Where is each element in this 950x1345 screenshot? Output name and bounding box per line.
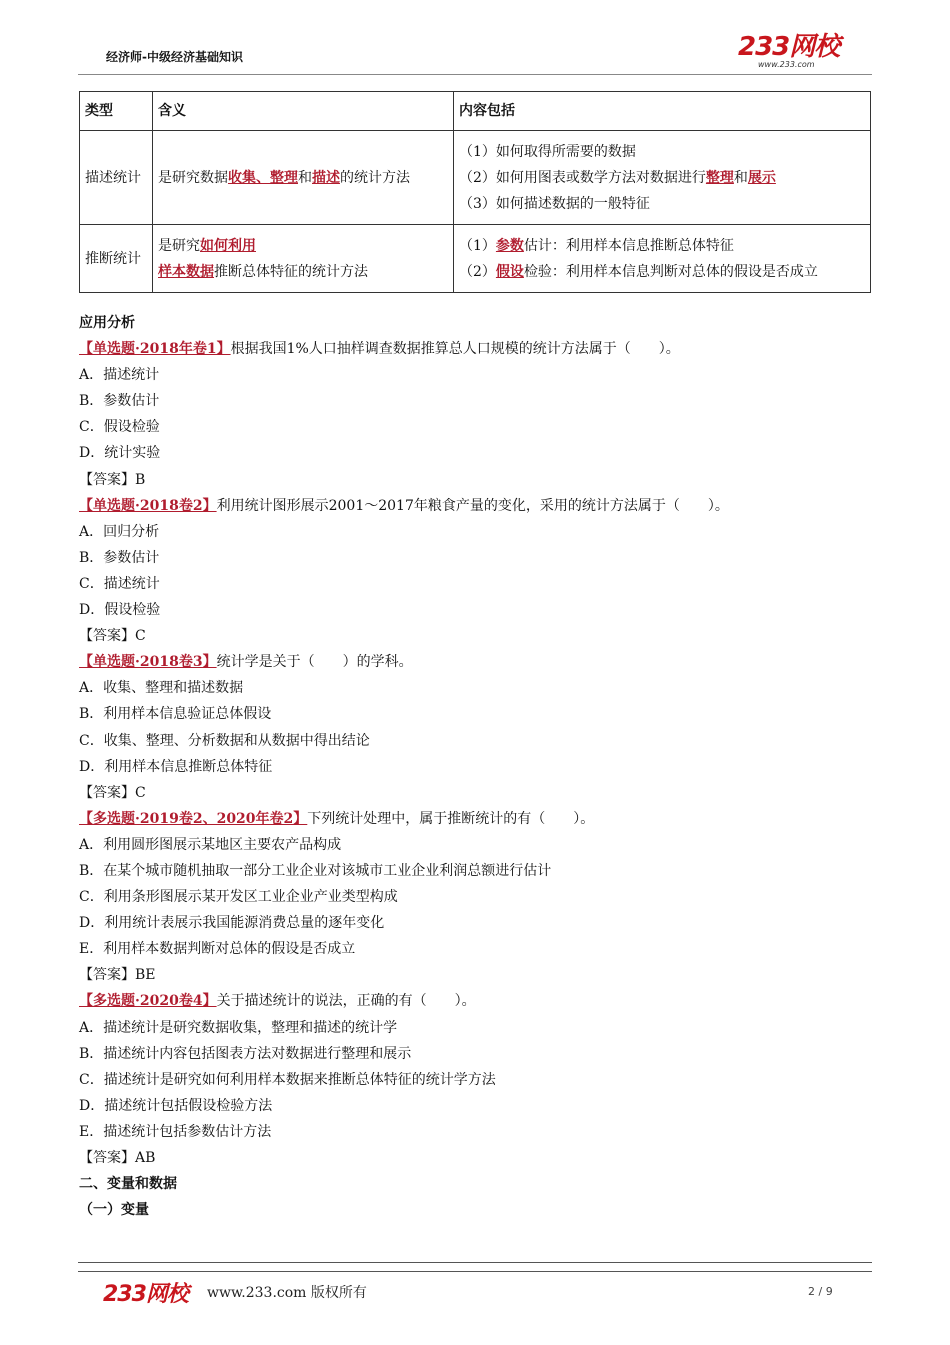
text-span: （2）如何用图表或数学方法对数据进行 <box>459 169 706 186</box>
keyword: 收集、整理 <box>228 169 298 186</box>
subsection-heading: （一）变量 <box>79 1202 149 1219</box>
keyword: 参数 <box>495 237 524 254</box>
content-line <box>459 259 865 285</box>
row1-type: 描述统计 <box>80 131 153 225</box>
text-span: 是研究 <box>158 237 200 254</box>
main-content <box>79 310 869 1223</box>
question-block <box>79 336 869 493</box>
row1-content <box>454 131 871 225</box>
question-block <box>79 649 869 806</box>
keyword: 样本数据 <box>158 263 214 280</box>
option: C．利用条形图展示某开发区工业企业产业类型构成 <box>79 889 398 906</box>
footer-divider <box>78 1271 872 1272</box>
table-row <box>80 225 871 293</box>
row2-type: 推断统计 <box>80 225 153 293</box>
option: E．利用样本数据判断对总体的假设是否成立 <box>79 941 356 958</box>
meaning-line <box>158 259 448 285</box>
stem-text: 统计学是关于（ ）的学科。 <box>216 654 413 671</box>
row2-content <box>454 225 871 293</box>
section-heading: 二、变量和数据 <box>79 1176 177 1193</box>
option: D．利用统计表展示我国能源消费总量的逐年变化 <box>79 915 385 932</box>
question-stem <box>79 649 869 675</box>
document-header-title: 经济师-中级经济基础知识 <box>106 50 243 64</box>
row1-meaning <box>153 131 454 225</box>
question-tag: 【单选题·2018卷2】 <box>79 497 217 514</box>
option: B．描述统计内容包括图表方法对数据进行整理和展示 <box>79 1045 412 1062</box>
question-tag: 【多选题·2019卷2、2020年卷2】 <box>79 810 308 827</box>
question-stem <box>79 336 869 362</box>
option: A．利用圆形图展示某地区主要农产品构成 <box>79 836 342 853</box>
keyword: 如何利用 <box>200 237 256 254</box>
option: C．描述统计是研究如何利用样本数据来推断总体特征的统计学方法 <box>79 1071 496 1088</box>
option: C．收集、整理、分析数据和从数据中得出结论 <box>79 732 370 749</box>
table-row <box>80 131 871 225</box>
footer-copyright: www.233.com 版权所有 <box>207 1285 367 1301</box>
answer: 【答案】BE <box>79 967 156 984</box>
text-span: 估计：利用样本信息推断总体特征 <box>523 237 734 254</box>
option: A．描述统计 <box>79 367 160 384</box>
answer: 【答案】B <box>79 471 146 488</box>
question-stem <box>79 806 869 832</box>
option: D．统计实验 <box>79 445 161 462</box>
answer: 【答案】C <box>79 628 146 645</box>
text-span: 检验：利用样本信息判断对总体的假设是否成立 <box>523 263 818 280</box>
text-span: 的统计方法 <box>340 169 410 186</box>
text-span: （1） <box>459 237 496 254</box>
brand-logo <box>738 34 850 74</box>
content-line: （1）如何取得所需要的数据 <box>459 143 636 160</box>
question-stem <box>79 493 869 519</box>
question-stem <box>79 988 869 1014</box>
content-line <box>459 233 865 259</box>
answer: 【答案】AB <box>79 1150 156 1166</box>
header-type: 类型 <box>80 92 153 131</box>
footer-divider <box>78 1262 872 1263</box>
answer: 【答案】C <box>79 784 146 801</box>
stem-text: 关于描述统计的说法，正确的有（ ）。 <box>216 993 476 1010</box>
question-block <box>79 493 869 650</box>
question-tag: 【多选题·2020卷4】 <box>79 993 217 1010</box>
row2-meaning <box>153 225 454 293</box>
question-block <box>79 806 869 989</box>
option: D．假设检验 <box>79 602 161 619</box>
option: D．描述统计包括假设检验方法 <box>79 1097 273 1114</box>
question-tag: 【单选题·2018卷3】 <box>79 654 217 671</box>
text-span: 推断总体特征的统计方法 <box>214 263 368 280</box>
text-span: 是研究数据 <box>158 169 228 186</box>
option: C．假设检验 <box>79 419 160 436</box>
keyword: 整理 <box>705 169 734 186</box>
content-line <box>459 165 865 191</box>
table-header-row <box>80 92 871 131</box>
meaning-line <box>158 233 448 259</box>
content-line: （3）如何描述数据的一般特征 <box>459 195 650 212</box>
header-content: 内容包括 <box>454 92 871 131</box>
option: A．收集、整理和描述数据 <box>79 680 244 697</box>
keyword: 展示 <box>747 169 776 186</box>
option: D．利用样本信息推断总体特征 <box>79 758 273 775</box>
option: A．描述统计是研究数据收集，整理和描述的统计学 <box>79 1019 398 1036</box>
option: B．在某个城市随机抽取一部分工业企业对该城市工业企业利润总额进行估计 <box>79 862 552 879</box>
stem-text: 下列统计处理中，属于推断统计的有（ ）。 <box>307 810 595 827</box>
option: B．参数估计 <box>79 549 160 566</box>
header-meaning: 含义 <box>153 92 454 131</box>
text-span: 和 <box>298 169 312 186</box>
option: B．参数估计 <box>79 393 160 410</box>
page-number: 2 / 9 <box>808 1285 833 1298</box>
logo-text: 233网校 <box>738 32 840 62</box>
header-divider <box>78 74 872 75</box>
statistics-type-table <box>79 91 871 293</box>
stem-text: 根据我国1%人口抽样调查数据推算总人口规模的统计方法属于（ ）。 <box>230 341 680 358</box>
keyword: 假设 <box>495 263 524 280</box>
footer-logo: 233网校 <box>103 1282 188 1307</box>
text-span: 和 <box>733 169 748 186</box>
text-span: （2） <box>459 263 496 280</box>
option: C．描述统计 <box>79 575 160 592</box>
section-title: 应用分析 <box>79 315 135 331</box>
option: B．利用样本信息验证总体假设 <box>79 706 272 723</box>
question-block <box>79 988 869 1171</box>
question-tag: 【单选题·2018年卷1】 <box>79 341 231 358</box>
stem-text: 利用统计图形展示2001～2017年粮食产量的变化，采用的统计方法属于（ ）。 <box>216 497 729 514</box>
logo-url: www.233.com <box>758 60 815 69</box>
keyword: 描述 <box>312 169 340 186</box>
option: E．描述统计包括参数估计方法 <box>79 1123 272 1140</box>
option: A．回归分析 <box>79 523 160 540</box>
